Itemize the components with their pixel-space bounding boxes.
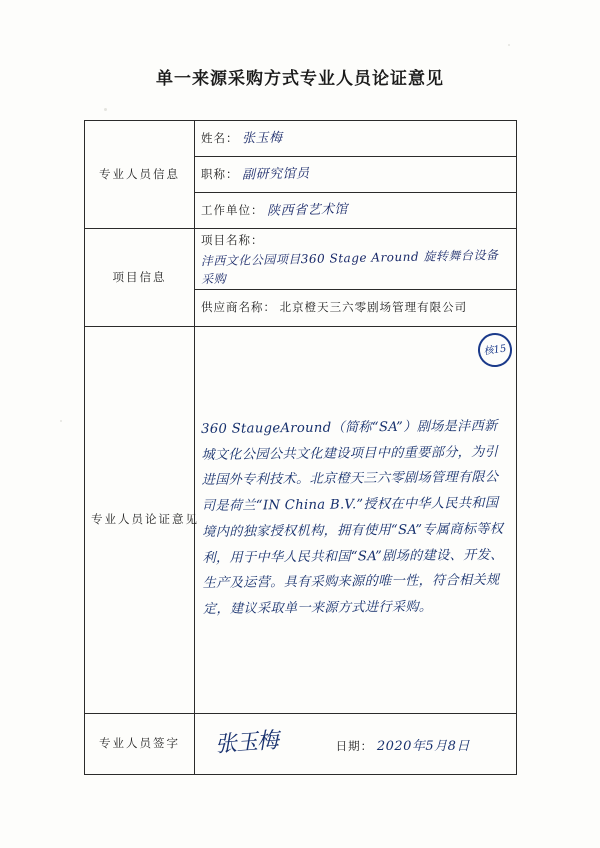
annotation-stamp: 核15	[476, 330, 514, 368]
name-value: 张玉梅	[241, 130, 283, 147]
table-row	[85, 229, 517, 290]
name-cell	[195, 121, 517, 157]
opinion-text: 360 StaugeAround（简称“SA”）剧场是沣西新城文化公园公共文化建设项目中的重要部分，为引进国外专利技术。北京橙天三六零剧场管理有限公司是荷兰“IN China B.V.”授权在中华人民共和国境内的独家授权机构，拥有使用“SA”专属商标等权利，用于中华人民共和国“SA”剧场的建设、开发、生产及运营。具有采购来源的唯一性，符合相关规定，建议采取单一来源方式进行采购。	[201, 418, 504, 617]
project-name-cell	[195, 229, 517, 290]
date-label: 日期：	[335, 739, 374, 753]
project-name-value: 沣西文化公园项目360 Stage Around 旋转舞台设备采购	[200, 248, 499, 287]
table-row	[85, 713, 517, 774]
table-row	[85, 326, 517, 713]
supplier-label: 供应商名称：	[201, 299, 276, 314]
unit-cell	[195, 193, 517, 229]
opinion-cell	[195, 326, 517, 713]
signature-label: 专业人员签字	[85, 713, 195, 774]
supplier-value: 北京橙天三六零剧场管理有限公司	[279, 299, 468, 314]
scan-speck	[508, 44, 510, 46]
name-label: 姓名：	[201, 130, 239, 145]
unit-label: 工作单位：	[201, 202, 264, 217]
date-value: 2020年5月8日	[376, 739, 470, 754]
title-label: 职称：	[201, 166, 239, 181]
personnel-review-form	[84, 120, 517, 775]
opinion-label: 专业人员论证意见	[85, 326, 195, 713]
signature-cell	[195, 713, 517, 774]
title-cell	[195, 157, 517, 193]
table-row	[85, 121, 517, 157]
project-info-label: 项目信息	[85, 229, 195, 327]
personnel-info-label: 专业人员信息	[85, 121, 195, 229]
project-name-label: 项目名称：	[201, 233, 264, 247]
scan-speck	[104, 108, 107, 111]
scan-speck	[60, 420, 62, 422]
supplier-cell	[195, 289, 517, 326]
title-value: 副研究馆员	[242, 166, 310, 183]
handwritten-signature: 张玉梅	[214, 728, 279, 758]
page-title: 单一来源采购方式专业人员论证意见	[156, 69, 444, 89]
unit-value: 陕西省艺术馆	[267, 201, 349, 219]
